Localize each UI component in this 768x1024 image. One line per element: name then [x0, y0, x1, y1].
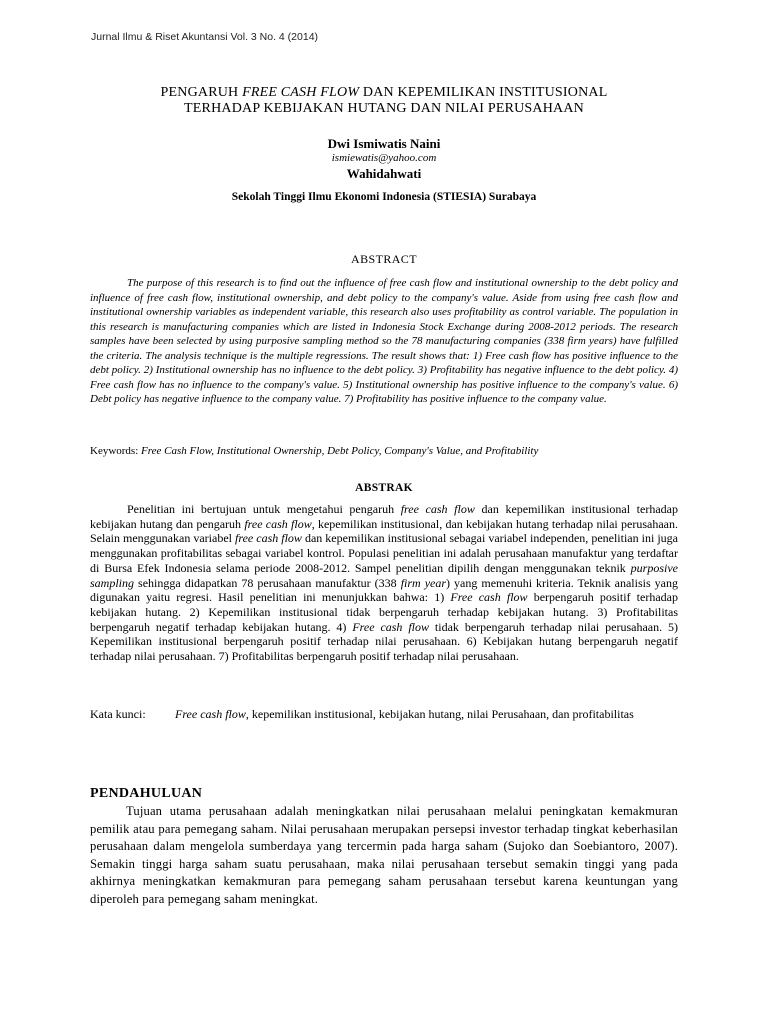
abstrak-body: [90, 502, 678, 664]
abstrak-text: sehingga didapatkan 78 perusahaan manufaktur (338: [134, 575, 401, 590]
keywords: [90, 445, 678, 457]
abstract-heading: ABSTRACT: [351, 252, 417, 266]
abstrak-text: berpengaruh positif terhadap kebijakan hutang. 2) Kepemilikan institusional tidak berpengaruh terhadap kebijakan hutang. 3) Profitabilitas berpengaruh negatif terhadap kebijakan hutang. 4): [90, 590, 678, 634]
keywords-label: Keywords:: [90, 445, 142, 457]
keywords-value: Free Cash Flow, Institutional Ownership, Debt Policy, Company's Value, and Profitability: [141, 445, 539, 457]
author-2: Wahidahwati: [346, 166, 422, 181]
abstract-body: The purpose of this research is to find out the influence of free cash flow and institutional ownership to the debt policy and influence of free cash flow, institutional ownership, and debt policy to the company's value. Aside from using free cash flow and institutional ownership variables as independent variable, this research also uses profitability as control variable. The population in this research is manufacturing companies which are listed in Indonesia Stock Exchange during 2008-2012 periods. The research samples have been selected by using purposive sampling method so the 78 manufacturing companies (338 firm years) have fulfilled the criteria. The analysis technique is the multiple regressions. The result shows that: 1) Free cash flow has positive influence to the debt policy. 2) Institutional ownership has no influence to the debt policy. 3) Profitability has negative influence to the debt policy. 4) Free cash flow has no influence to the company's value. 5) Institutional ownership has positive influence to the company's value. 6) Debt policy has negative influence to the company value. 7) Profitability has positive influence to the company value.: [90, 277, 678, 405]
kata-kunci-label: Kata kunci:: [90, 707, 146, 721]
title-part: PENGARUH: [160, 85, 243, 100]
abstrak-text: Penelitian ini bertujuan untuk mengetahui pengaruh: [127, 502, 401, 516]
section-heading: PENDAHULUAN: [90, 786, 203, 801]
abstrak-term: free cash flow: [400, 502, 475, 516]
author-email: ismiewatis@yahoo.com: [331, 152, 437, 164]
title-part: DAN KEPEMILIKAN INSTITUSIONAL: [359, 85, 608, 100]
kata-kunci-term: Free cash flow: [175, 707, 246, 721]
title-line-2: TERHADAP KEBIJAKAN HUTANG DAN NILAI PERUSAHAAN: [184, 101, 584, 116]
abstrak-term: purposive sampling: [90, 560, 678, 590]
abstrak-term: Free cash flow: [450, 590, 528, 605]
abstrak-term: Free cash flow: [352, 619, 430, 634]
kata-kunci-value: [175, 707, 678, 722]
abstrak-text: , kepemilikan institusional, dan kebijakan hutang terhadap nilai perusahaan. Selain menggunakan variabel: [90, 516, 678, 546]
abstrak-term: free cash flow: [244, 516, 312, 531]
abstrak-text: ) yang memenuhi kriteria. Teknik analisis yang digunakan yaitu regresi. Hasil penelitian ini menunjukkan bahwa: 1): [90, 575, 678, 605]
abstrak-term: firm year: [400, 575, 447, 590]
title-italic-term: FREE CASH FLOW: [242, 85, 360, 100]
abstrak-heading: ABSTRAK: [355, 482, 413, 494]
intro-paragraph: Tujuan utama perusahaan adalah meningkatkan nilai perusahaan melalui peningkatan kemakmuran pemilik atau para pemegang saham. Nilai perusahaan merupakan persepsi investor terhadap tingkat keberhasilan perusahaan dalam mengelola sumberdaya yang tercermin pada harga saham (Sujoko dan Soebiantoro, 2007). Semakin tinggi harga saham suatu perusahaan, maka nilai perusahaan tersebut semakin tinggi yang pada akhirnya meningkatkan kemakmuran para pemegang saham perusahaan tersebut karena keuntungan yang diperoleh para pemegang saham meningkat.: [90, 804, 678, 906]
kata-kunci-rest: , kepemilikan institusional, kebijakan hutang, nilai Perusahaan, dan profitabilitas: [245, 707, 634, 721]
abstrak-text: dan kepemilikan institusional sebagai variabel independen, penelitian ini juga menggunakan profitabilitas sebagai variabel kontrol. Populasi penelitian ini adalah perusahaan manufaktur yang terdaftar di Bursa Efek Indonesia selama periode 2008-2012. Sampel penelitian dipilih dengan menggunakan teknik: [90, 531, 678, 575]
abstrak-text: dan kepemilikan institusional terhadap kebijakan hutang dan pengaruh: [90, 502, 678, 531]
journal-header: Jurnal Ilmu & Riset Akuntansi Vol. 3 No. 4 (2014): [91, 31, 319, 43]
author-1: Dwi Ismiwatis Naini: [327, 136, 441, 151]
paper-title: [90, 85, 678, 117]
institution: Sekolah Tinggi Ilmu Ekonomi Indonesia (STIESIA) Surabaya: [231, 191, 537, 203]
abstrak-text: tidak berpengaruh terhadap nilai perusahaan. 5) Kepemilikan institusional berpengaruh positif terhadap nilai perusahaan. 6) Kebijakan hutang berpengaruh negatif terhadap nilai perusahaan. 7) Profitabilitas berpengaruh positif terhadap nilai perusahaan.: [90, 619, 679, 664]
abstrak-term: free cash flow: [235, 531, 302, 546]
